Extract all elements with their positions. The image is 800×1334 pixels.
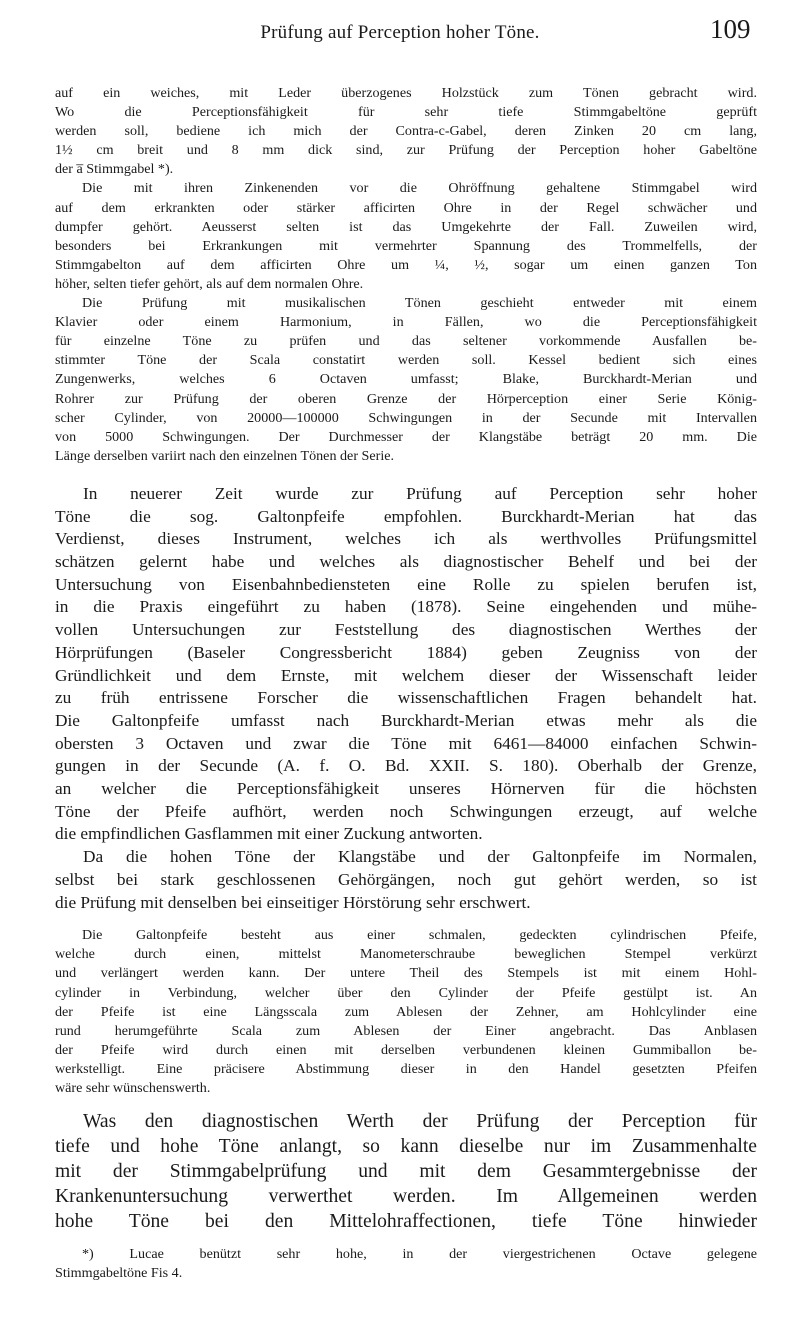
text-line: obersten 3 Octaven und zwar die Töne mit 6461—84000 einfachen Schwin-: [55, 733, 757, 753]
paragraph-galton-whistle-construction: [55, 926, 757, 1098]
text-line: werden soll, bediene ich mich der Contra-c-Gabel, deren Zinken 20 cm lang,: [55, 123, 757, 140]
paragraph-tuning-fork-contra-c: [55, 84, 757, 179]
text-line: Die Galtonpfeife umfasst nach Burckhardt-Merian etwas mehr als die: [55, 710, 757, 730]
text-line: Was den diagnostischen Werth der Prüfung der Perception für: [83, 1111, 757, 1133]
text-line: Krankenuntersuchung verwerthet werden. Im Allgemeinen werden: [55, 1186, 757, 1208]
page-number: 109: [710, 14, 751, 44]
text-line: welche durch einen, mittelst Manometerschraube beweglichen Stempel verkürzt: [55, 946, 757, 963]
text-line: die Prüfung mit denselben bei einseitiger Hörstörung sehr erschwert.: [55, 892, 531, 912]
text-line: cylinder in Verbindung, welcher über den Cylinder der Pfeife gestülpt ist. An: [55, 984, 757, 1001]
text-line: der a̅ Stimmgabel *).: [55, 161, 174, 178]
text-line: auf dem erkrankten oder stärker afficirten Ohre in der Regel schwächer und: [55, 199, 757, 216]
text-line: Da die hohen Töne der Klangstäbe und der Galtonpfeife im Normalen,: [83, 847, 757, 867]
text-line: Länge derselben variirt nach den einzelnen Tönen der Serie.: [55, 447, 395, 464]
text-line: höher, selten tiefer gehört, als auf dem normalen Ohre.: [55, 275, 364, 292]
text-line: der Pfeife wird durch einen mit derselben verbundenen kleinen Gummiballon be-: [55, 1041, 757, 1058]
text-line: Hörprüfungen (Baseler Congressbericht 1884) geben Zeugniss von der: [55, 642, 757, 662]
footnote-line: *) Lucae benützt sehr hohe, in der viergestrichenen Octave gelegene: [82, 1246, 757, 1263]
text-line: schätzen gelernt habe und welches als diagnostischer Behelf und bei der: [55, 551, 757, 571]
text-line: und verlängert werden kann. Der untere Theil des Stempels ist mit einem Hohl-: [55, 965, 757, 982]
text-line: an welcher die Perceptionsfähigkeit unseres Hörnerven für die höchsten: [55, 779, 757, 799]
text-line: zu früh entrissene Forscher die wissenschaftlichen Fragen behandelt hat.: [55, 688, 757, 708]
text-line: Die Prüfung mit musikalischen Tönen geschieht entweder mit einem: [82, 295, 757, 312]
text-line: tiefe und hohe Töne anlangt, so kann dieselbe nur im Zusammenhalte: [55, 1136, 757, 1158]
paragraph-galton-whistle: [55, 483, 757, 846]
text-line: Zungenwerks, welches 6 Octaven umfasst; Blake, Burckhardt-Merian und: [55, 371, 757, 388]
text-line: in die Praxis eingeführt zu haben (1878). Seine eingehenden und mühe-: [55, 597, 757, 617]
text-line: mit der Stimmgabelprüfung und mit dem Gesammtergebnisse der: [55, 1161, 757, 1183]
text-line: Die mit ihren Zinkenenden vor die Ohröffnung gehaltene Stimmgabel wird: [82, 180, 757, 197]
body-text: [55, 84, 757, 1283]
text-line: Verdienst, dieses Instrument, welches ich als werthvolles Prüfungsmittel: [55, 529, 757, 549]
text-line: gungen in der Secunde (A. f. O. Bd. XXII. S. 180). Oberhalb der Grenze,: [55, 756, 757, 776]
text-line: Töne die sog. Galtonpfeife empfohlen. Burckhardt-Merian hat das: [55, 506, 757, 526]
text-line: Klavier oder einem Harmonium, in Fällen, wo die Perceptionsfähigkeit: [55, 314, 757, 331]
paragraph-musical-tones: [55, 294, 757, 466]
text-line: werkstelligt. Eine präcisere Abstimmung dieser in den Handel gesetzten Pfeifen: [55, 1060, 757, 1077]
text-line: scher Cylinder, von 20000—100000 Schwingungen in der Secunde mit Intervallen: [55, 409, 757, 426]
text-line: von 5000 Schwingungen. Der Durchmesser der Klangstäbe beträgt 20 mm. Die: [55, 428, 757, 445]
text-line: vollen Untersuchungen zur Feststellung des diagnostischen Werthes der: [55, 620, 757, 640]
text-line: Rohrer zur Prüfung der oberen Grenze der Hörperception einer Serie König-: [55, 390, 757, 407]
text-line: Wo die Perceptionsfähigkeit für sehr tiefe Stimmgabeltöne geprüft: [55, 104, 757, 121]
text-line: Untersuchung von Eisenbahnbediensteten eine Rolle zu spielen berufen ist,: [55, 574, 757, 594]
footnote-line: Stimmgabeltöne Fis 4.: [55, 1265, 183, 1282]
text-line: Die Galtonpfeife besteht aus einer schmalen, gedeckten cylindrischen Pfeife,: [82, 927, 757, 944]
footnote: [55, 1245, 757, 1283]
text-line: stimmter Töne der Scala constatirt werden soll. Kessel bedient sich eines: [55, 352, 757, 369]
text-line: der Pfeife ist eine Längsscala zum Ablesen der Zehner, am Hohlcylinder eine: [55, 1003, 757, 1020]
running-title: Prüfung auf Perception hoher Töne.: [260, 22, 540, 43]
text-line: 1½ cm breit und 8 mm dick sind, zur Prüfung der Perception hoher Gabeltöne: [55, 142, 757, 159]
text-line: besonders bei Erkrankungen mit vermehrter Spannung des Trommelfells, der: [55, 237, 757, 254]
page-header: [0, 0, 800, 52]
paragraph-diagnostic-value: [55, 1109, 757, 1234]
text-line: In neuerer Zeit wurde zur Prüfung auf Perception sehr hoher: [83, 483, 757, 503]
text-line: Töne der Pfeife aufhört, werden noch Schwingungen erzeugt, auf welche: [55, 801, 757, 821]
text-line: auf ein weiches, mit Leder überzogenes Holzstück zum Tönen gebracht wird.: [55, 85, 757, 101]
text-line: wäre sehr wünschenswerth.: [55, 1079, 211, 1096]
text-line: selbst bei stark geschlossenen Gehörgängen, noch gut gehört werden, so ist: [55, 869, 757, 889]
text-line: für einzelne Töne zu prüfen und das seltener vorkommende Ausfallen be-: [55, 333, 757, 350]
text-line: die empfindlichen Gasflammen mit einer Zuckung antworten.: [55, 824, 483, 844]
text-line: rund herumgeführte Scala zum Ablesen der Einer angebracht. Das Anblasen: [55, 1022, 757, 1039]
text-line: dumpfer gehört. Aeusserst selten ist das Umgekehrte der Fall. Zuweilen wird,: [55, 218, 757, 235]
paragraph-fork-held-before-ear: [55, 179, 757, 294]
paragraph-high-tones-normal-ear: [55, 846, 757, 914]
text-line: Gründlichkeit und dem Ernste, mit welchem dieser der Wissenschaft leider: [55, 665, 757, 685]
text-line: hohe Töne bei den Mittelohraffectionen, tiefe Töne hinwieder: [55, 1211, 757, 1233]
text-line: Stimmgabelton auf dem afficirten Ohre um ¼, ½, sogar um einen ganzen Ton: [55, 256, 757, 273]
